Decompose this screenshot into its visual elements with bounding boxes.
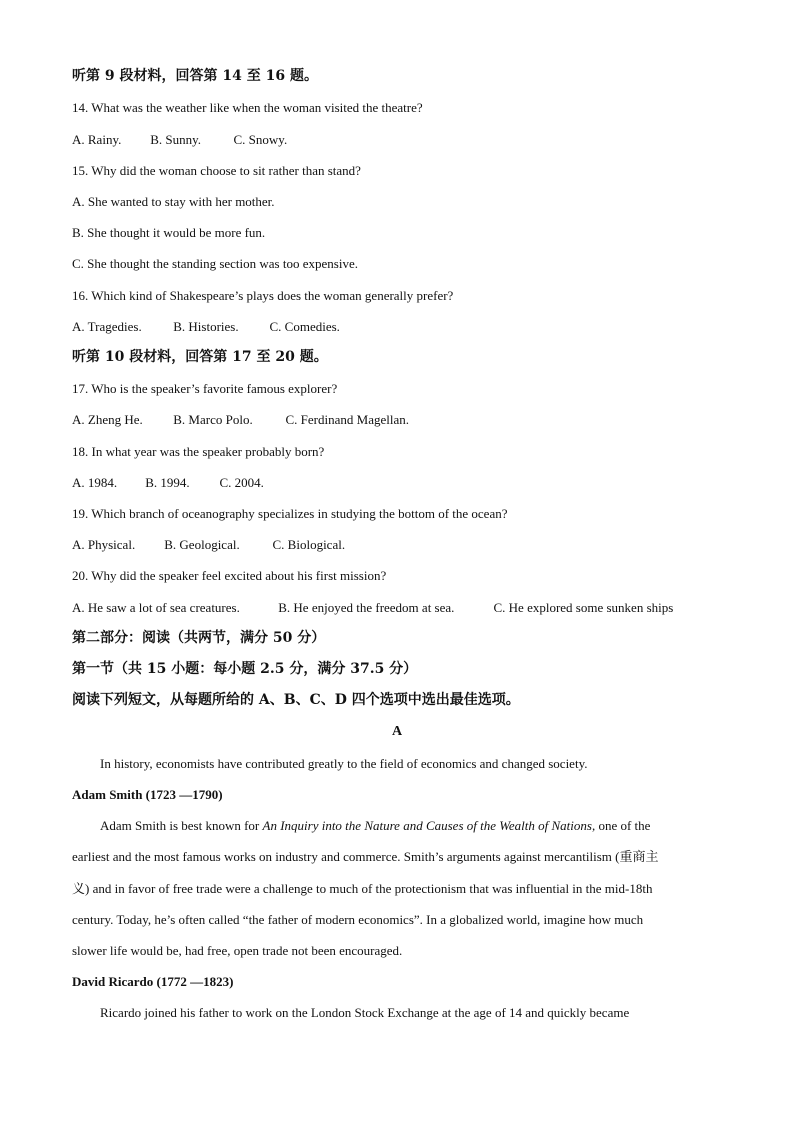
option-c: C. Biological. xyxy=(272,537,346,552)
question-15-option-a: A. She wanted to stay with her mother. xyxy=(72,194,275,209)
question-18: 18. In what year was the speaker probably born? xyxy=(72,444,325,459)
smith-heading: Adam Smith (1723 —1790) xyxy=(72,787,223,802)
smith-paragraph-line-4: century. Today, he’s often called “the father of modern economics”. In a globalized world, imagine how much xyxy=(72,912,644,927)
option-a: A. Physical. xyxy=(72,537,136,552)
question-15-option-b: B. She thought it would be more fun. xyxy=(72,225,266,240)
reading-instruction: 阅读下列短文，从每题所给的 A、B、C、D 四个选项中选出最佳选项。 xyxy=(72,692,520,708)
question-20: 20. Why did the speaker feel excited about his first mission? xyxy=(72,568,387,583)
question-17-options xyxy=(72,412,409,428)
option-b: B. Marco Polo. xyxy=(173,412,253,427)
ricardo-paragraph-line-1: Ricardo joined his father to work on the London Stock Exchange at the age of 14 and quickly became xyxy=(100,1005,630,1020)
ricardo-heading: David Ricardo (1772 —1823) xyxy=(72,974,234,989)
smith-text-tail: one of the xyxy=(595,818,651,833)
question-14-options xyxy=(72,132,287,148)
question-15: 15. Why did the woman choose to sit rather than stand? xyxy=(72,163,361,178)
option-c: C. 2004. xyxy=(219,475,264,490)
option-b: B. 1994. xyxy=(145,475,190,490)
option-a: A. 1984. xyxy=(72,475,118,490)
question-17: 17. Who is the speaker’s favorite famous explorer? xyxy=(72,381,338,396)
option-c: C. Comedies. xyxy=(269,319,340,334)
passage-intro: In history, economists have contributed greatly to the field of economics and changed society. xyxy=(100,756,588,771)
question-14: 14. What was the weather like when the woman visited the theatre? xyxy=(72,100,423,115)
option-a: A. He saw a lot of sea creatures. xyxy=(72,600,240,615)
option-a: A. Zheng He. xyxy=(72,412,143,427)
option-b: B. Geological. xyxy=(164,537,240,552)
option-b: B. Histories. xyxy=(173,319,239,334)
question-18-options xyxy=(72,475,264,491)
section-9-heading: 听第 9 段材料，回答第 14 至 16 题。 xyxy=(72,68,318,84)
smith-text-lead: Adam Smith is best known for xyxy=(100,818,263,833)
option-b: B. He enjoyed the freedom at sea. xyxy=(278,600,455,615)
part-2-section-1-heading: 第一节（共 15 小题：每小题 2.5 分，满分 37.5 分） xyxy=(72,661,418,677)
book-title: An Inquiry into the Nature and Causes of the Wealth of Nations, xyxy=(262,818,596,833)
section-10-heading: 听第 10 段材料，回答第 17 至 20 题。 xyxy=(72,349,328,365)
option-c: C. He explored some sunken ships xyxy=(493,600,674,615)
option-c: C. Ferdinand Magellan. xyxy=(285,412,409,427)
option-a: A. Tragedies. xyxy=(72,319,142,334)
option-b: B. Sunny. xyxy=(150,132,202,147)
smith-paragraph-line-1 xyxy=(100,818,650,834)
passage-label: A xyxy=(391,724,403,739)
question-19: 19. Which branch of oceanography specializes in studying the bottom of the ocean? xyxy=(72,506,508,521)
smith-paragraph-line-3: 义) and in favor of free trade were a challenge to much of the protectionism that was influential in the mid-18th xyxy=(72,881,653,896)
option-c: C. Snowy. xyxy=(233,132,288,147)
question-16: 16. Which kind of Shakespeare’s plays does the woman generally prefer? xyxy=(72,288,454,303)
question-19-options xyxy=(72,537,345,553)
smith-paragraph-line-2: earliest and the most famous works on industry and commerce. Smith’s arguments against mercantilism (重商主 xyxy=(72,849,659,864)
part-2-heading: 第二部分：阅读（共两节，满分 50 分） xyxy=(72,630,326,646)
smith-paragraph-line-5: slower life would be, had free, open trade not been encouraged. xyxy=(72,943,403,958)
question-15-option-c: C. She thought the standing section was too expensive. xyxy=(72,256,358,271)
option-a: A. Rainy. xyxy=(72,132,122,147)
question-16-options xyxy=(72,319,340,335)
question-20-options xyxy=(72,600,673,616)
